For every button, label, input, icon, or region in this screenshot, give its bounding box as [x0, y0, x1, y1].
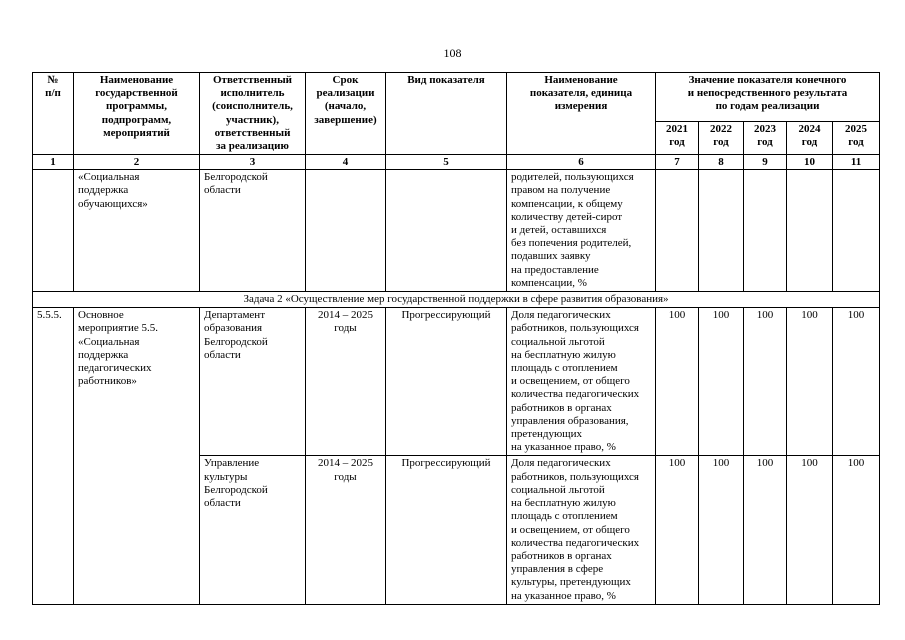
column-numbers-row [33, 155, 880, 170]
cell-value: 100 [787, 456, 833, 604]
header-year: 2021 год [656, 121, 699, 155]
cell-value: 100 [833, 456, 880, 604]
cell-indicator-type: Прогрессирующий [386, 456, 507, 604]
cell-period [306, 170, 386, 292]
cell-indicator-name: Доля педагогических работников, пользующихся социальной льготой на бесплатную жилую площадь с отоплением и освещением, от общего количества педагогических работников в органах управления образования, претендующих на указанное право, % [507, 308, 656, 456]
column-number: 10 [787, 155, 833, 170]
header-values-group: Значение показателя конечного и непосредственного результата по годам реализации [656, 73, 880, 122]
program-indicators-table [32, 72, 880, 605]
cell-value: 100 [656, 456, 699, 604]
header-num: № п/п [33, 73, 74, 155]
table-row [33, 308, 880, 456]
task-title: Задача 2 «Осуществление мер государственной поддержки в сфере развития образования» [33, 292, 880, 308]
table-row [33, 170, 880, 292]
header-year: 2025 год [833, 121, 880, 155]
header-name: Наименование государственной программы, подпрограмм, мероприятий [74, 73, 200, 155]
cell-value: 100 [833, 308, 880, 456]
cell-name: Основное мероприятие 5.5. «Социальная поддержка педагогических работников» [74, 308, 200, 604]
header-year: 2023 год [744, 121, 787, 155]
header-executor: Ответственный исполнитель (соисполнитель, участник), ответственный за реализацию [200, 73, 306, 155]
cell-executor: Департамент образования Белгородской области [200, 308, 306, 456]
cell-value [833, 170, 880, 292]
cell-indicator-name: родителей, пользующихся правом на получение компенсации, к общему количеству детей-сирот и детей, оставшихся без попечения родителей, подавших заявку на предоставление компенсации, % [507, 170, 656, 292]
column-number: 11 [833, 155, 880, 170]
header-year: 2024 год [787, 121, 833, 155]
cell-value [656, 170, 699, 292]
cell-period: 2014 – 2025 годы [306, 456, 386, 604]
cell-num [33, 170, 74, 292]
column-number: 2 [74, 155, 200, 170]
cell-indicator-name: Доля педагогических работников, пользующихся социальной льготой на бесплатную жилую площадь с отоплением и освещением, от общего количества педагогических работников в органах управления в сфере культуры, претендующих на указанное право, % [507, 456, 656, 604]
column-number: 5 [386, 155, 507, 170]
column-number: 4 [306, 155, 386, 170]
cell-value: 100 [744, 456, 787, 604]
cell-value [744, 170, 787, 292]
task-row [33, 292, 880, 308]
column-number: 1 [33, 155, 74, 170]
header-period: Срок реализации (начало, завершение) [306, 73, 386, 155]
column-number: 3 [200, 155, 306, 170]
page-number: 108 [443, 46, 462, 60]
cell-executor: Управление культуры Белгородской области [200, 456, 306, 604]
cell-value: 100 [699, 456, 744, 604]
header-indicator-name: Наименование показателя, единица измерения [507, 73, 656, 155]
header-year: 2022 год [699, 121, 744, 155]
table-header-row [33, 73, 880, 122]
cell-value: 100 [656, 308, 699, 456]
cell-value: 100 [744, 308, 787, 456]
cell-value: 100 [699, 308, 744, 456]
cell-value [699, 170, 744, 292]
cell-name: «Социальная поддержка обучающихся» [74, 170, 200, 292]
cell-period: 2014 – 2025 годы [306, 308, 386, 456]
column-number: 6 [507, 155, 656, 170]
column-number: 8 [699, 155, 744, 170]
cell-value: 100 [787, 308, 833, 456]
cell-executor: Белгородской области [200, 170, 306, 292]
column-number: 7 [656, 155, 699, 170]
cell-indicator-type [386, 170, 507, 292]
header-indicator-type: Вид показателя [386, 73, 507, 155]
cell-value [787, 170, 833, 292]
cell-num: 5.5.5. [33, 308, 74, 604]
cell-indicator-type: Прогрессирующий [386, 308, 507, 456]
column-number: 9 [744, 155, 787, 170]
